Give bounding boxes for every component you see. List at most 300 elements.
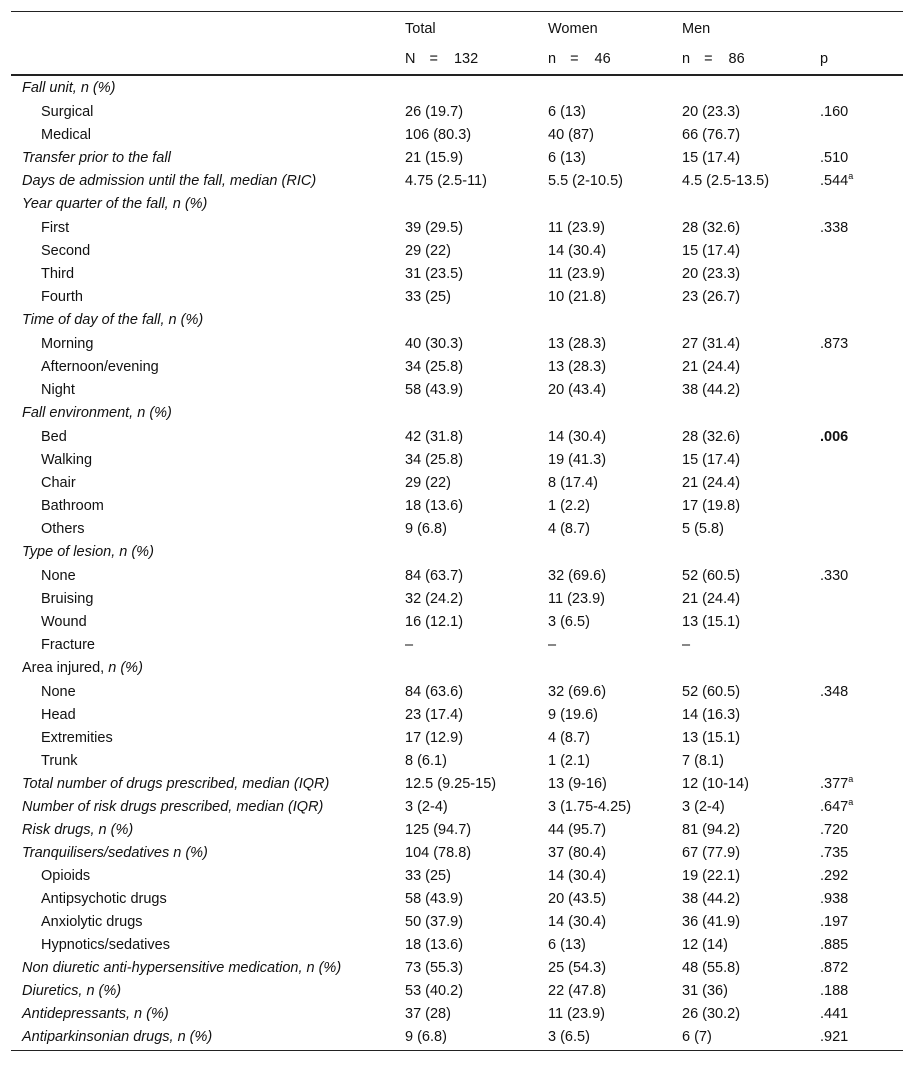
table-row [11,818,903,841]
cell-p [820,517,903,540]
cell-total: 33 (25) [405,867,451,884]
cell-men: 38 (44.2) [682,890,741,907]
cell-women: 44 (95.7) [548,821,607,838]
header-women: Women [548,12,682,45]
cell-p [820,656,903,680]
cell-men [682,192,820,216]
cell-men [682,540,820,564]
table-row [11,1025,903,1051]
row-label: Risk drugs, n (%) [22,821,134,838]
p-value: .441 [820,1005,849,1022]
row-label: Diuretics, n (%) [22,982,122,999]
table-row [11,146,903,169]
cell-men [682,75,820,100]
cell-p [820,425,903,448]
table-header [11,12,903,76]
row-label: Number of risk drugs prescribed, median (IQR) [22,798,324,815]
row-label: Surgical [41,103,94,120]
n-women-eq: = [570,51,579,67]
table-row [11,192,903,216]
p-value: .292 [820,867,849,884]
header-n-men [682,44,820,75]
cell-p [820,1025,903,1051]
cell-men: 12 (14) [682,936,728,953]
cell-women: 14 (30.4) [548,428,607,445]
cell-p [820,587,903,610]
cell-women: 14 (30.4) [548,867,607,884]
cell-p [820,332,903,355]
table-row [11,425,903,448]
p-value: .872 [820,959,849,976]
row-label: Extremities [41,729,113,746]
cell-total: 58 (43.9) [405,890,464,907]
table-row [11,633,903,656]
cell-men: 7 (8.1) [682,752,724,769]
footnote-marker: a [848,796,854,807]
cell-total: 58 (43.9) [405,381,464,398]
cell-men: 14 (16.3) [682,706,741,723]
table-row [11,308,903,332]
n-women-label: n [548,51,557,67]
row-label: Days de admission until the fall, median (RIC) [22,172,317,189]
cell-women [548,308,682,332]
cell-p [820,169,903,192]
cell-women: 11 (23.9) [548,1005,605,1022]
cell-women: 11 (23.9) [548,219,605,236]
row-label: Bruising [41,590,94,607]
data-table-container [11,11,903,1051]
cell-women: 10 (21.8) [548,288,607,305]
row-label: Chair [41,474,76,491]
table-body [11,75,903,1051]
header-n-women [548,44,682,75]
cell-p [820,933,903,956]
table-row [11,100,903,123]
table-row [11,956,903,979]
cell-men: 27 (31.4) [682,335,741,352]
n-men-eq: = [704,51,713,67]
table-row [11,75,903,100]
cell-p [820,146,903,169]
cell-women: 6 (13) [548,149,586,166]
cell-men: 48 (55.8) [682,959,741,976]
cell-total: 8 (6.1) [405,752,447,769]
cell-men: 21 (24.4) [682,590,741,607]
row-label: Year quarter of the fall, n (%) [22,196,208,212]
cell-women: 40 (87) [548,126,594,143]
row-label: Antipsychotic drugs [41,890,167,907]
cell-p [820,123,903,146]
p-value: .938 [820,890,849,907]
cell-men: 26 (30.2) [682,1005,741,1022]
cell-total: 104 (78.8) [405,844,472,861]
cell-total [405,75,548,100]
row-label: Non diuretic anti-hypersensitive medication, n (%) [22,959,342,976]
row-label: Type of lesion, n (%) [22,544,154,560]
cell-women: 11 (23.9) [548,590,605,607]
table-row [11,517,903,540]
row-label: None [41,683,76,700]
cell-total: 37 (28) [405,1005,451,1022]
p-value: .006 [820,428,849,445]
cell-p [820,633,903,656]
cell-p [820,448,903,471]
cell-women: 32 (69.6) [548,567,607,584]
table-row [11,262,903,285]
cell-women [548,401,682,425]
row-label: Bed [41,428,67,445]
table-row [11,680,903,703]
cell-p [820,285,903,308]
cell-men: 19 (22.1) [682,867,741,884]
cell-men: 20 (23.3) [682,103,741,120]
table-row [11,726,903,749]
cell-total [405,656,548,680]
row-label: Opioids [41,867,91,884]
row-label: Fall environment, n (%) [22,405,172,421]
row-label: Trunk [41,752,78,769]
p-value: .873 [820,335,849,352]
cell-p [820,355,903,378]
p-value: .720 [820,821,849,838]
cell-total: 21 (15.9) [405,149,464,166]
cell-women: 37 (80.4) [548,844,607,861]
cell-men: 28 (32.6) [682,219,741,236]
cell-total: 3 (2-4) [405,798,448,815]
row-label: Night [41,381,75,398]
cell-total: – [405,636,414,653]
row-label: Fall unit, n (%) [22,80,116,96]
cell-p [820,216,903,239]
header-n-total [405,44,548,75]
cell-p [820,308,903,332]
cell-men: 23 (26.7) [682,288,741,305]
cell-total: 40 (30.3) [405,335,464,352]
table-row [11,471,903,494]
row-label: Second [41,242,91,259]
cell-women [548,75,682,100]
cell-p [820,494,903,517]
cell-women: 3 (1.75-4.25) [548,798,632,815]
cell-men: 38 (44.2) [682,381,741,398]
cell-men: 15 (17.4) [682,242,741,259]
cell-men: 28 (32.6) [682,428,741,445]
table-row [11,703,903,726]
row-label: Anxiolytic drugs [41,913,143,930]
cell-p [820,75,903,100]
p-value: .197 [820,913,849,930]
cell-women: 13 (9-16) [548,775,607,792]
cell-p [820,471,903,494]
cell-p [820,239,903,262]
cell-total: 106 (80.3) [405,126,472,143]
cell-men: 81 (94.2) [682,821,741,838]
row-label: Head [41,706,76,723]
table-row [11,378,903,401]
row-label: Fracture [41,636,95,653]
header-empty-cell [11,12,405,45]
cell-women: 9 (19.6) [548,706,598,723]
cell-total: 9 (6.8) [405,520,447,537]
cell-total: 32 (24.2) [405,590,464,607]
cell-women: 32 (69.6) [548,683,607,700]
cell-women: 3 (6.5) [548,613,590,630]
cell-p [820,192,903,216]
cell-p [820,887,903,910]
table-row [11,749,903,772]
cell-men: 12 (10-14) [682,775,749,792]
cell-p [820,979,903,1002]
row-label: None [41,567,76,584]
cell-women: 20 (43.4) [548,381,607,398]
cell-men: 3 (2-4) [682,798,725,815]
cell-total: 16 (12.1) [405,613,464,630]
cell-women: – [548,636,557,653]
cell-women: 13 (28.3) [548,358,607,375]
cell-p [820,401,903,425]
table-row [11,448,903,471]
cell-women: 1 (2.2) [548,497,590,514]
p-value: .338 [820,219,849,236]
table-row [11,887,903,910]
table-row [11,979,903,1002]
n-total-label: N [405,51,416,67]
cell-p [820,1002,903,1025]
cell-p [820,772,903,795]
cell-women: 13 (28.3) [548,335,607,352]
cell-men: 15 (17.4) [682,149,741,166]
cell-women: 3 (6.5) [548,1025,682,1051]
cell-p [820,680,903,703]
row-label: Bathroom [41,497,104,514]
cell-total: 29 (22) [405,242,451,259]
cell-p [820,818,903,841]
cell-p [820,726,903,749]
row-label: Antiparkinsonian drugs, n (%) [11,1025,405,1051]
header-men: Men [682,12,820,45]
row-label: Medical [41,126,91,143]
cell-total: 84 (63.7) [405,567,464,584]
row-label: Hypnotics/sedatives [41,936,170,953]
cell-total: 9 (6.8) [405,1025,548,1051]
cell-men: 67 (77.9) [682,844,741,861]
cell-total: 17 (12.9) [405,729,464,746]
cell-women: 6 (13) [548,103,586,120]
table-row [11,1002,903,1025]
row-label: Walking [41,451,93,468]
cell-women: 22 (47.8) [548,982,607,999]
table-row [11,910,903,933]
table-row [11,795,903,818]
n-men-label: n [682,51,691,67]
cell-total: 33 (25) [405,288,451,305]
p-value: .921 [820,1028,849,1045]
cell-women: 20 (43.5) [548,890,607,907]
cell-men: – [682,636,691,653]
cell-men: 13 (15.1) [682,729,741,746]
cell-total: 12.5 (9.25-15) [405,775,497,792]
cell-total: 18 (13.6) [405,936,464,953]
table-row [11,933,903,956]
header-p: p [820,44,903,75]
cell-women: 25 (54.3) [548,959,607,976]
p-value: .377 [820,775,849,792]
header-total: Total [405,12,548,45]
table-row [11,285,903,308]
row-label: Fourth [41,288,83,305]
p-value: .647 [820,798,849,815]
row-label: Total number of drugs prescribed, median (IQR) [22,775,330,792]
cell-women: 19 (41.3) [548,451,607,468]
fall-characteristics-table [11,11,903,1051]
cell-p [820,749,903,772]
table-row [11,841,903,864]
header-empty-cell-p [820,12,903,45]
table-row [11,239,903,262]
cell-total: 23 (17.4) [405,706,464,723]
p-value: .885 [820,936,849,953]
cell-men: 52 (60.5) [682,567,741,584]
cell-p [820,841,903,864]
cell-total: 50 (37.9) [405,913,464,930]
cell-men: 66 (76.7) [682,126,741,143]
footnote-marker: a [848,170,854,181]
table-row [11,123,903,146]
cell-women: 8 (17.4) [548,474,598,491]
cell-total: 34 (25.8) [405,451,464,468]
cell-men: 20 (23.3) [682,265,741,282]
cell-p [820,100,903,123]
row-label: Antidepressants, n (%) [22,1005,169,1022]
cell-women: 14 (30.4) [548,242,607,259]
cell-men: 5 (5.8) [682,520,724,537]
cell-men [682,401,820,425]
cell-men [682,308,820,332]
row-label: Tranquilisers/sedatives n (%) [22,844,208,861]
row-label: First [41,219,70,236]
cell-p [820,610,903,633]
n-women-value: 46 [594,51,611,67]
row-label-unit: n (%) [108,660,143,676]
cell-p [820,795,903,818]
cell-total: 125 (94.7) [405,821,472,838]
n-men-value: 86 [728,51,745,67]
row-label: Morning [41,335,94,352]
table-row [11,564,903,587]
cell-total: 84 (63.6) [405,683,464,700]
cell-p [820,864,903,887]
cell-total: 4.75 (2.5-11) [405,172,487,189]
cell-men: 21 (24.4) [682,474,741,491]
header-row-groups [11,12,903,45]
row-label: Wound [41,613,87,630]
row-label-text: Area injured, [22,660,109,676]
cell-p [820,910,903,933]
header-row-counts [11,44,903,75]
cell-p [820,262,903,285]
row-label: Third [41,265,75,282]
cell-women: 4 (8.7) [548,729,590,746]
cell-women: 6 (13) [548,936,586,953]
cell-total [405,192,548,216]
cell-women: 11 (23.9) [548,265,605,282]
row-label: Afternoon/evening [41,358,159,375]
cell-men: 6 (7) [682,1025,820,1051]
cell-p [820,703,903,726]
cell-men: 31 (36) [682,982,728,999]
p-value: .510 [820,149,849,166]
p-value: .330 [820,567,849,584]
table-row [11,332,903,355]
cell-men: 15 (17.4) [682,451,741,468]
table-row [11,587,903,610]
cell-women [548,540,682,564]
cell-p [820,956,903,979]
cell-men: 17 (19.8) [682,497,741,514]
cell-total: 18 (13.6) [405,497,464,514]
p-value: .544 [820,172,849,189]
cell-total: 39 (29.5) [405,219,464,236]
n-total-eq: = [429,51,438,67]
cell-total: 53 (40.2) [405,982,464,999]
cell-women [548,192,682,216]
table-row [11,216,903,239]
p-value: .348 [820,683,849,700]
cell-men: 36 (41.9) [682,913,741,930]
cell-men: 13 (15.1) [682,613,741,630]
cell-men: 52 (60.5) [682,683,741,700]
cell-women: 1 (2.1) [548,752,590,769]
footnote-marker: a [848,773,854,784]
table-row [11,169,903,192]
n-total-value: 132 [453,51,479,67]
table-row [11,772,903,795]
table-row [11,540,903,564]
cell-total: 29 (22) [405,474,451,491]
table-row [11,656,903,680]
table-row [11,864,903,887]
p-value: .160 [820,103,849,120]
cell-women: 4 (8.7) [548,520,590,537]
cell-total: 31 (23.5) [405,265,464,282]
p-value: .188 [820,982,849,999]
table-row [11,494,903,517]
cell-women: 5.5 (2-10.5) [548,172,623,189]
cell-women [548,656,682,680]
cell-men: 21 (24.4) [682,358,741,375]
cell-total: 26 (19.7) [405,103,464,120]
table-row [11,610,903,633]
row-label: Time of day of the fall, n (%) [22,312,204,328]
cell-p [820,378,903,401]
cell-total [405,401,548,425]
row-label: Transfer prior to the fall [22,149,171,166]
cell-p [820,540,903,564]
header-empty-cell-2 [11,44,405,75]
cell-men: 4.5 (2.5-13.5) [682,172,770,189]
table-row [11,401,903,425]
cell-women: 14 (30.4) [548,913,607,930]
p-value: .735 [820,844,849,861]
cell-total [405,308,548,332]
cell-p [820,564,903,587]
table-row [11,355,903,378]
cell-total: 73 (55.3) [405,959,464,976]
row-label: Others [41,520,85,537]
row-label [11,656,405,680]
cell-men [682,656,820,680]
cell-total: 34 (25.8) [405,358,464,375]
